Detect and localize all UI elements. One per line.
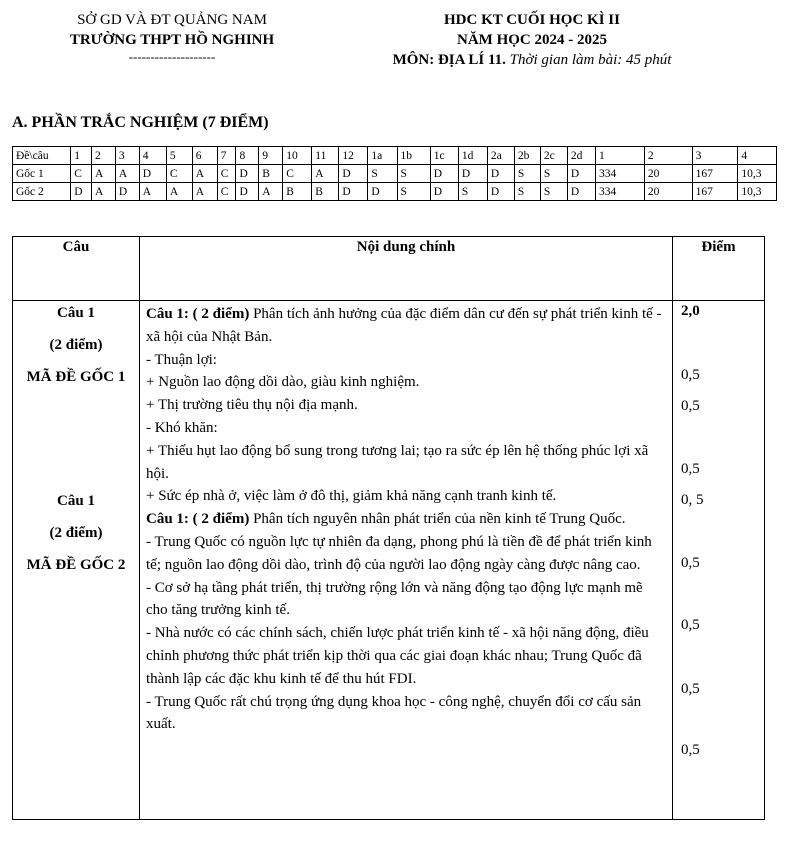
answer-cell: S	[540, 165, 567, 183]
point-value: 2,0	[681, 303, 700, 319]
question-2-text: Phân tích nguyên nhân phát triển của nền kinh tế Trung Quốc.	[249, 511, 626, 528]
exam-code: MÃ ĐỀ GỐC 2	[26, 557, 126, 573]
content-line: - Khó khăn:	[146, 419, 218, 436]
answer-cell: D	[139, 165, 166, 183]
answer-cell: D	[567, 183, 595, 201]
essay-header-row	[13, 237, 765, 301]
answer-header-row	[13, 147, 777, 165]
answer-cell: S	[397, 183, 430, 201]
exam-title: HDC KT CUỐI HỌC KÌ II	[443, 12, 620, 28]
answer-cell: S	[514, 165, 540, 183]
answer-cell: C	[166, 165, 192, 183]
answer-cell: 2	[91, 147, 115, 165]
answer-cell: 11	[312, 147, 339, 165]
answer-cell: 9	[259, 147, 283, 165]
answer-cell: C	[283, 165, 312, 183]
school-header	[12, 10, 332, 64]
answer-cell: 1	[71, 147, 92, 165]
answer-cell: 167	[692, 183, 738, 201]
answer-cell: S	[397, 165, 430, 183]
answer-cell: Gốc 1	[13, 165, 71, 183]
answer-cell: 3	[115, 147, 139, 165]
question-1-text: Phân tích ảnh hưởng của đặc điểm dân cư đến sự phát triển kinh tế - xã hội của Nhật Bản.	[146, 306, 662, 345]
answer-cell: A	[115, 165, 139, 183]
content-line: - Nhà nước có các chính sách, chiến lược phát triển kinh tế - xã hội năng động, điều chỉnh phương thức phát triển kịp thời qua các giai đoạn khác nhau; Trung Quốc đã thành lập các đặc khu kinh tế để thu hút FDI.	[146, 625, 649, 687]
answer-cell: 10,3	[738, 183, 777, 201]
answer-cell: 4	[738, 147, 777, 165]
answer-cell: C	[217, 165, 236, 183]
answer-cell: 10	[283, 147, 312, 165]
answer-cell: 2	[644, 147, 692, 165]
answer-cell: A	[192, 183, 217, 201]
answer-cell: 3	[692, 147, 738, 165]
answer-cell: 20	[644, 183, 692, 201]
answer-cell: Gốc 2	[13, 183, 71, 201]
question-points: (2 điểm)	[49, 337, 103, 353]
essay-body-row	[13, 301, 765, 820]
point-value: 0,5	[681, 398, 700, 414]
column-header-noi-dung: Nội dung chính	[140, 237, 673, 301]
content-line: - Cơ sở hạ tầng phát triển, thị trường rộng lớn và năng động tạo động lực mạnh mẽ cho tăng trưởng kinh tế.	[146, 579, 643, 619]
answer-cell: D	[430, 183, 458, 201]
content-line: + Nguồn lao động dồi dào, giàu kinh nghiệm.	[146, 374, 420, 391]
answer-cell: 6	[192, 147, 217, 165]
answer-cell: B	[283, 183, 312, 201]
answer-cell: 20	[644, 165, 692, 183]
answer-cell: D	[567, 165, 595, 183]
answer-cell: 2b	[514, 147, 540, 165]
point-value: 0,5	[681, 617, 700, 633]
department-name: SỞ GD VÀ ĐT QUẢNG NAM	[77, 12, 267, 28]
answer-cell: D	[71, 183, 92, 201]
content-line: - Thuận lợi:	[146, 351, 217, 368]
answer-cell: D	[339, 183, 368, 201]
answer-cell: D	[487, 165, 514, 183]
answer-cell: 10,3	[738, 165, 777, 183]
answer-cell: 1d	[458, 147, 487, 165]
content-line: + Sức ép nhà ở, việc làm ở đô thị, giảm khả năng cạnh tranh kinh tế.	[146, 488, 557, 505]
answer-cell: 12	[339, 147, 368, 165]
answer-cell: 1	[595, 147, 644, 165]
section-a-title: A. PHẦN TRẮC NGHIỆM (7 ĐIỂM)	[12, 114, 269, 131]
exam-code: MÃ ĐỀ GỐC 1	[26, 369, 126, 385]
content-line: - Trung Quốc có nguồn lực tự nhiên đa dạng, phong phú là tiền đề để phát triển kinh tế; nguồn lao động dồi dào, trình độ của người lao động ngày càng được nâng cao.	[146, 533, 652, 573]
school-name: TRƯỜNG THPT HỒ NGHINH	[69, 32, 275, 48]
point-value: 0,5	[681, 742, 700, 758]
answer-cell: B	[259, 165, 283, 183]
column-header-cau: Câu	[13, 237, 140, 301]
answer-key-table	[12, 146, 777, 201]
subject-line	[352, 50, 712, 70]
points-cell	[673, 301, 765, 820]
question-points: (2 điểm)	[49, 525, 103, 541]
answer-cell: S	[368, 165, 397, 183]
question-block-goc-1	[13, 303, 139, 399]
answer-cell: 1c	[430, 147, 458, 165]
question-block-goc-2	[13, 491, 139, 587]
answer-cell: D	[368, 183, 397, 201]
answer-cell: A	[139, 183, 166, 201]
answer-cell: B	[312, 183, 339, 201]
answer-cell: A	[192, 165, 217, 183]
answer-cell: Đề\câu	[13, 147, 71, 165]
answer-cell: C	[217, 183, 236, 201]
subject: MÔN: ĐỊA LÍ 11.	[392, 52, 506, 68]
point-value: 0,5	[681, 461, 700, 477]
question-1-title: Câu 1: ( 2 điểm)	[146, 306, 250, 322]
question-number: Câu 1	[57, 493, 95, 509]
answer-cell: D	[487, 183, 514, 201]
answer-cell: D	[236, 183, 259, 201]
answer-cell: A	[91, 183, 115, 201]
answer-cell: 2a	[487, 147, 514, 165]
answer-cell: A	[91, 165, 115, 183]
answer-row-goc-2	[13, 183, 777, 201]
column-header-diem: Điểm	[673, 237, 765, 301]
question-1-prompt	[146, 303, 666, 349]
answer-cell: A	[259, 183, 283, 201]
answer-cell: 1a	[368, 147, 397, 165]
point-value: 0,5	[681, 555, 700, 571]
answer-cell: 2d	[567, 147, 595, 165]
answer-cell: D	[236, 165, 259, 183]
point-value: 0,5	[681, 367, 700, 383]
answer-cell: 8	[236, 147, 259, 165]
answer-cell: 334	[595, 183, 644, 201]
answer-cell: D	[339, 165, 368, 183]
answer-row-goc-1	[13, 165, 777, 183]
answer-cell: D	[430, 165, 458, 183]
answer-cell: S	[514, 183, 540, 201]
answer-cell: 167	[692, 165, 738, 183]
content-line: + Thị trường tiêu thụ nội địa mạnh.	[146, 397, 358, 414]
header-divider: --------------------	[128, 49, 216, 64]
answer-cell: C	[71, 165, 92, 183]
point-value: 0,5	[681, 681, 700, 697]
answer-cell: A	[166, 183, 192, 201]
exam-header	[352, 10, 712, 70]
answer-cell: S	[458, 183, 487, 201]
question-2-title: Câu 1: ( 2 điểm)	[146, 511, 250, 528]
answer-cell: D	[458, 165, 487, 183]
school-year: NĂM HỌC 2024 - 2025	[457, 32, 607, 48]
question-label-cell	[13, 301, 140, 820]
essay-answer-table	[12, 236, 765, 820]
point-value: 0, 5	[681, 492, 704, 508]
answer-cell: 5	[166, 147, 192, 165]
content-line: + Thiếu hụt lao động bổ sung trong tương lai; tạo ra sức ép lên hệ thống phúc lợi xã hội.	[146, 442, 649, 482]
content-line: - Trung Quốc rất chú trọng ứng dụng khoa học - công nghệ, chuyển đổi cơ cấu sản xuất.	[146, 693, 642, 733]
answer-cell: 7	[217, 147, 236, 165]
question-2-prompt	[146, 508, 666, 531]
answer-cell: A	[312, 165, 339, 183]
answer-content-cell	[140, 301, 673, 820]
exam-time: Thời gian làm bài: 45 phút	[509, 52, 672, 68]
answer-cell: 334	[595, 165, 644, 183]
answer-cell: S	[540, 183, 567, 201]
question-number: Câu 1	[57, 305, 95, 321]
answer-cell: D	[115, 183, 139, 201]
answer-cell: 4	[139, 147, 166, 165]
answer-cell: 1b	[397, 147, 430, 165]
answer-cell: 2c	[540, 147, 567, 165]
